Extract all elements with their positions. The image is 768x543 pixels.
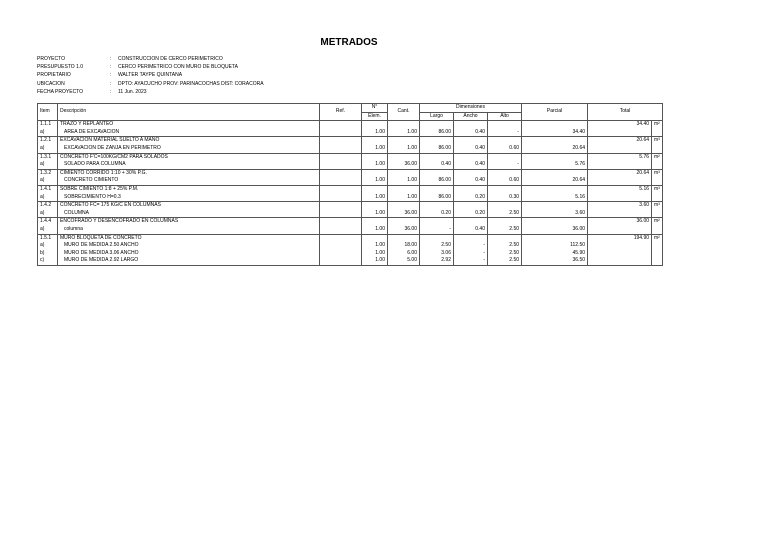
page-title: METRADOS	[320, 37, 378, 48]
cell-parcial	[522, 218, 588, 226]
cell-elem	[362, 185, 388, 193]
cell-ancho: -	[454, 257, 488, 265]
cell-elem	[362, 169, 388, 177]
cell-desc: CONCRETO FC= 175 KG/C EN COLUMNAS	[58, 202, 320, 210]
cell-desc: MURO BLOQUETA DE CONCRETO	[58, 234, 320, 242]
cell-cant: 36.00	[388, 226, 420, 234]
cell-largo: 86.00	[420, 194, 454, 202]
meta-value: CERCO PERIMETRICO CON MURO DE BLOQUETA	[118, 64, 238, 71]
cell-unit: m²	[652, 153, 663, 161]
cell-ancho: 0.40	[454, 129, 488, 137]
cell-cant: 36.00	[388, 161, 420, 169]
cell-elem	[362, 153, 388, 161]
cell-elem	[362, 121, 388, 129]
meta-label: PRESUPUESTO 1.0	[37, 64, 84, 71]
cell-alto: -	[488, 161, 522, 169]
cell-ancho	[454, 169, 488, 177]
table-row	[38, 210, 663, 218]
metrados-table	[37, 103, 663, 266]
cell-alto	[488, 218, 522, 226]
cell-desc: CONCRETO CIMIENTO	[58, 177, 320, 185]
cell-ancho: 0.20	[454, 194, 488, 202]
cell-total	[588, 161, 652, 169]
cell-desc: MURO DE MEDIDA 2.92 LARGO	[58, 257, 320, 265]
table-row	[38, 129, 663, 137]
table-row	[38, 226, 663, 234]
cell-elem: 1.00	[362, 161, 388, 169]
cell-total	[588, 145, 652, 153]
table-group-row	[38, 121, 663, 129]
meta-sep: :	[110, 64, 112, 71]
cell-parcial	[522, 234, 588, 242]
cell-cant: 36.00	[388, 210, 420, 218]
cell-total	[588, 210, 652, 218]
cell-alto: 2.50	[488, 210, 522, 218]
cell-total: 194.90	[588, 234, 652, 242]
table-group-row	[38, 185, 663, 193]
cell-cant	[388, 121, 420, 129]
cell-total	[588, 177, 652, 185]
cell-total: 20.64	[588, 137, 652, 145]
cell-unit: m²	[652, 121, 663, 129]
cell-unit: m³	[652, 169, 663, 177]
cell-ref	[320, 169, 362, 177]
header-total: Total	[588, 104, 663, 121]
meta-sep: :	[110, 56, 112, 62]
table-row	[38, 145, 663, 153]
cell-largo	[420, 185, 454, 193]
cell-alto: 2.50	[488, 242, 522, 250]
cell-unit: m²	[652, 218, 663, 226]
cell-unit	[652, 257, 663, 265]
cell-largo	[420, 218, 454, 226]
cell-parcial	[522, 185, 588, 193]
cell-item: b)	[38, 250, 58, 258]
cell-item: 1.3.2	[38, 169, 58, 177]
cell-desc: SOBRE CIMIENTO 1:8 + 25% P.M.	[58, 185, 320, 193]
cell-alto: 2.50	[488, 257, 522, 265]
cell-total: 34.40	[588, 121, 652, 129]
meta-value: CONSTRUCCION DE CERCO PERIMETRICO	[118, 56, 223, 62]
cell-item: a)	[38, 161, 58, 169]
cell-item: 1.4.2	[38, 202, 58, 210]
cell-desc: ENCOFRADO Y DESENCOFRADO EN COLUMNAS	[58, 218, 320, 226]
table-group-row	[38, 234, 663, 242]
cell-elem: 1.00	[362, 129, 388, 137]
cell-desc: AREA DE EXCAVACION	[58, 129, 320, 137]
cell-parcial: 5.76	[522, 161, 588, 169]
header-ref: Ref.	[320, 104, 362, 121]
cell-ref	[320, 226, 362, 234]
header-dimensiones: Dimensiones	[420, 104, 522, 113]
cell-desc: SOBRECIMIENTO H=0.3	[58, 194, 320, 202]
table-row	[38, 242, 663, 250]
cell-ref	[320, 129, 362, 137]
meta-row	[37, 88, 264, 96]
cell-parcial: 34.40	[522, 129, 588, 137]
cell-largo: 86.00	[420, 129, 454, 137]
cell-desc: MURO DE MEDIDA 2.50 ANCHO	[58, 242, 320, 250]
cell-ancho: -	[454, 242, 488, 250]
header-ancho: Ancho	[454, 112, 488, 121]
cell-unit	[652, 194, 663, 202]
cell-desc: TRAZO Y REPLANTEO	[58, 121, 320, 129]
cell-cant: 18.00	[388, 242, 420, 250]
cell-parcial	[522, 169, 588, 177]
cell-elem	[362, 234, 388, 242]
table-row	[38, 194, 663, 202]
cell-ref	[320, 121, 362, 129]
meta-row	[37, 55, 264, 63]
cell-cant: 1.00	[388, 129, 420, 137]
cell-desc: SOLADO PARA COLUMNA	[58, 161, 320, 169]
meta-label: FECHA PROYECTO	[37, 88, 84, 95]
header-item: Item	[38, 104, 58, 121]
cell-unit	[652, 161, 663, 169]
cell-ancho	[454, 185, 488, 193]
table-row	[38, 250, 663, 258]
cell-total: 5.16	[588, 185, 652, 193]
cell-ancho	[454, 202, 488, 210]
cell-cant: 1.00	[388, 145, 420, 153]
cell-parcial	[522, 137, 588, 145]
cell-item: 1.1.1	[38, 121, 58, 129]
cell-elem	[362, 137, 388, 145]
table-row	[38, 257, 663, 265]
cell-total: 5.76	[588, 153, 652, 161]
cell-total	[588, 129, 652, 137]
cell-elem: 1.00	[362, 257, 388, 265]
cell-item: a)	[38, 194, 58, 202]
cell-elem	[362, 202, 388, 210]
cell-alto: 2.50	[488, 226, 522, 234]
meta-row	[37, 71, 264, 79]
cell-cant	[388, 218, 420, 226]
cell-ref	[320, 210, 362, 218]
cell-parcial	[522, 153, 588, 161]
cell-item: c)	[38, 257, 58, 265]
cell-total	[588, 226, 652, 234]
cell-ref	[320, 194, 362, 202]
cell-ancho: -	[454, 250, 488, 258]
cell-ancho	[454, 137, 488, 145]
cell-ref	[320, 218, 362, 226]
cell-ref	[320, 153, 362, 161]
meta-row	[37, 63, 264, 71]
cell-alto	[488, 153, 522, 161]
cell-largo: 3.06	[420, 250, 454, 258]
header-parcial: Parcial	[522, 104, 588, 121]
cell-parcial: 3.60	[522, 210, 588, 218]
cell-ancho: 0.40	[454, 161, 488, 169]
cell-total: 3.60	[588, 202, 652, 210]
cell-item: 1.5.1	[38, 234, 58, 242]
cell-alto	[488, 234, 522, 242]
meta-sep: :	[110, 72, 112, 79]
cell-largo	[420, 137, 454, 145]
cell-unit	[652, 145, 663, 153]
cell-elem: 1.00	[362, 226, 388, 234]
table-group-row	[38, 202, 663, 210]
cell-parcial: 45.90	[522, 250, 588, 258]
cell-cant: 5.00	[388, 257, 420, 265]
cell-cant	[388, 169, 420, 177]
header-largo: Largo	[420, 112, 454, 121]
cell-unit: m³	[652, 185, 663, 193]
table-group-row	[38, 153, 663, 161]
cell-elem: 1.00	[362, 177, 388, 185]
cell-largo	[420, 121, 454, 129]
cell-largo	[420, 153, 454, 161]
cell-unit	[652, 177, 663, 185]
cell-ref	[320, 242, 362, 250]
cell-ref	[320, 257, 362, 265]
cell-item: a)	[38, 145, 58, 153]
cell-ancho	[454, 153, 488, 161]
cell-parcial	[522, 121, 588, 129]
cell-unit	[652, 250, 663, 258]
cell-item: a)	[38, 177, 58, 185]
cell-unit	[652, 242, 663, 250]
cell-ancho	[454, 121, 488, 129]
cell-unit: m³	[652, 202, 663, 210]
cell-desc: columna	[58, 226, 320, 234]
cell-alto	[488, 202, 522, 210]
cell-item: 1.4.4	[38, 218, 58, 226]
meta-label: PROYECTO	[37, 56, 65, 62]
cell-item: 1.4.1	[38, 185, 58, 193]
cell-largo: 0.40	[420, 161, 454, 169]
cell-unit: m²	[652, 234, 663, 242]
cell-alto: 2.50	[488, 250, 522, 258]
table-group-row	[38, 137, 663, 145]
header-n: N°	[362, 104, 388, 113]
cell-cant: 1.00	[388, 194, 420, 202]
cell-largo	[420, 202, 454, 210]
project-info	[37, 55, 264, 96]
cell-total	[588, 242, 652, 250]
cell-ref	[320, 137, 362, 145]
cell-alto	[488, 169, 522, 177]
cell-elem: 1.00	[362, 210, 388, 218]
cell-alto: 0.60	[488, 177, 522, 185]
cell-ref	[320, 145, 362, 153]
header-cant: Cant.	[388, 104, 420, 121]
cell-item: a)	[38, 242, 58, 250]
cell-cant: 1.00	[388, 177, 420, 185]
cell-ref	[320, 177, 362, 185]
cell-desc: EXCAVACION DE ZANJA EN PERIMETRO	[58, 145, 320, 153]
table-group-row	[38, 218, 663, 226]
cell-item: 1.3.1	[38, 153, 58, 161]
cell-parcial: 36.50	[522, 257, 588, 265]
meta-value: WALTER TAYPE QUINTANA	[118, 72, 183, 79]
meta-label: PROPIETARIO	[37, 72, 71, 79]
header-alto: Alto	[488, 112, 522, 121]
cell-ref	[320, 202, 362, 210]
cell-desc: COLUMNA	[58, 210, 320, 218]
cell-cant	[388, 153, 420, 161]
cell-unit	[652, 129, 663, 137]
table-row	[38, 161, 663, 169]
cell-total: 20.64	[588, 169, 652, 177]
cell-elem: 1.00	[362, 145, 388, 153]
meta-label: UBICACION	[37, 80, 65, 87]
cell-cant	[388, 202, 420, 210]
cell-parcial	[522, 202, 588, 210]
cell-ref	[320, 161, 362, 169]
cell-total	[588, 257, 652, 265]
cell-total: 36.00	[588, 218, 652, 226]
cell-largo	[420, 234, 454, 242]
cell-unit: m³	[652, 137, 663, 145]
meta-value: 11 Jun. 2023	[118, 88, 147, 95]
cell-largo: 86.00	[420, 145, 454, 153]
cell-elem: 1.00	[362, 250, 388, 258]
cell-cant	[388, 137, 420, 145]
meta-sep: :	[110, 88, 112, 95]
cell-parcial: 36.00	[522, 226, 588, 234]
cell-largo: 86.00	[420, 177, 454, 185]
cell-ancho	[454, 218, 488, 226]
cell-parcial: 20.64	[522, 145, 588, 153]
cell-ancho: 0.40	[454, 145, 488, 153]
cell-parcial: 112.50	[522, 242, 588, 250]
cell-cant	[388, 234, 420, 242]
meta-sep: :	[110, 80, 112, 87]
cell-elem: 1.00	[362, 242, 388, 250]
cell-parcial: 5.16	[522, 194, 588, 202]
cell-cant	[388, 185, 420, 193]
cell-ref	[320, 185, 362, 193]
cell-largo: 2.50	[420, 242, 454, 250]
cell-unit	[652, 210, 663, 218]
cell-largo: 2.92	[420, 257, 454, 265]
header-descripcion: Descripción	[58, 104, 320, 121]
table-group-row	[38, 169, 663, 177]
cell-item: 1.2.1	[38, 137, 58, 145]
cell-total	[588, 250, 652, 258]
cell-ref	[320, 250, 362, 258]
cell-ref	[320, 234, 362, 242]
cell-desc: CIMIENTO CORRIDO 1:10 + 30% P.G.	[58, 169, 320, 177]
cell-cant: 6.00	[388, 250, 420, 258]
cell-ancho: 0.40	[454, 177, 488, 185]
table-row	[38, 177, 663, 185]
cell-alto: 0.60	[488, 145, 522, 153]
table-body	[38, 121, 663, 266]
cell-desc: CONCRETO F'C=100KG/CM2 PARA SOLADOS	[58, 153, 320, 161]
cell-desc: EXCAVACION MATERIAL SUELTO A MANO	[58, 137, 320, 145]
cell-largo: -	[420, 226, 454, 234]
cell-item: a)	[38, 210, 58, 218]
cell-unit	[652, 226, 663, 234]
cell-ancho: 0.40	[454, 226, 488, 234]
cell-elem: 1.00	[362, 194, 388, 202]
header-elem: Elem.	[362, 112, 388, 121]
cell-item: a)	[38, 226, 58, 234]
cell-alto	[488, 137, 522, 145]
cell-elem	[362, 218, 388, 226]
cell-largo	[420, 169, 454, 177]
cell-alto	[488, 121, 522, 129]
cell-largo: 0.20	[420, 210, 454, 218]
cell-desc: MURO DE MEDIDA 3.06 ANCHO	[58, 250, 320, 258]
cell-alto: -	[488, 129, 522, 137]
cell-parcial: 20.64	[522, 177, 588, 185]
meta-row	[37, 80, 264, 88]
cell-item: a)	[38, 129, 58, 137]
cell-ancho: 0.20	[454, 210, 488, 218]
cell-alto: 0.30	[488, 194, 522, 202]
cell-total	[588, 194, 652, 202]
cell-alto	[488, 185, 522, 193]
cell-ancho	[454, 234, 488, 242]
meta-value: DPTO: AYACUCHO PROV: PARINACOCHAS DIST: CORACORA	[118, 80, 264, 87]
